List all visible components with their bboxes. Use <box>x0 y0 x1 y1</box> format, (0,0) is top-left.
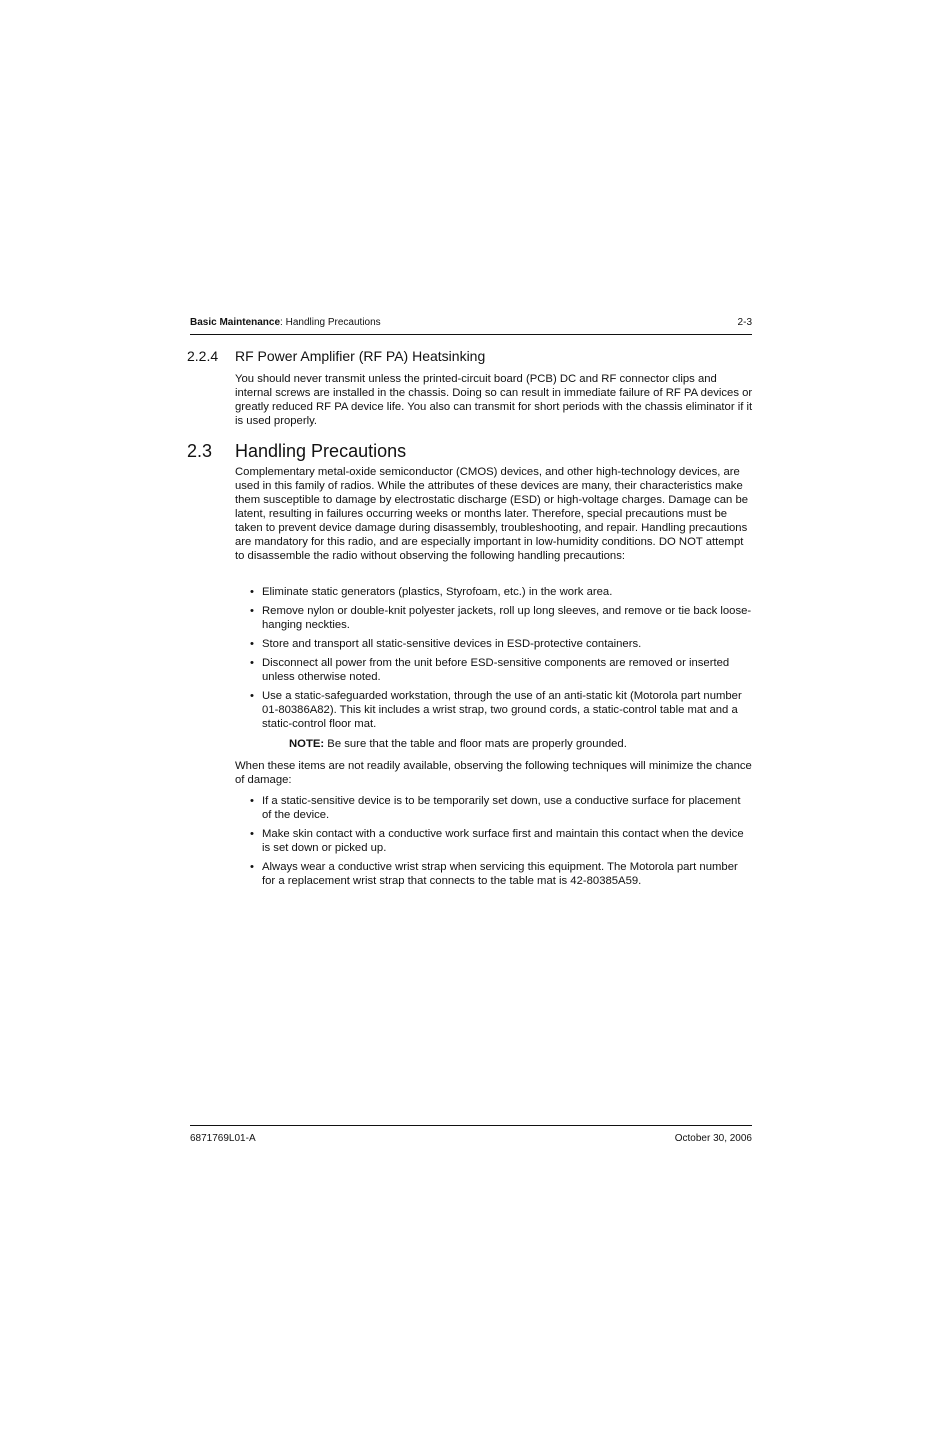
list-item-text: Always wear a conductive wrist strap when servicing this equipment. The Motorola part number for a replacement wrist strap that connects to the table mat is 42-80385A59. <box>262 861 738 887</box>
list-item <box>250 794 753 822</box>
techniques-list <box>250 794 753 893</box>
techniques-intro: When these items are not readily available, observing the following techniques will minimize the chance of damage: <box>235 760 752 786</box>
page-number: 2-3 <box>737 317 752 328</box>
section-224-heading <box>187 347 485 365</box>
list-item-text: Use a static-safeguarded workstation, through the use of an anti-static kit (Motorola part number 01-80386A82). This kit includes a wrist strap, two ground cords, a static-control table mat and a static-control floor mat. <box>262 690 742 730</box>
header-section: Basic Maintenance <box>190 317 281 328</box>
list-item <box>250 860 753 888</box>
list-item <box>250 585 753 599</box>
note-text: Be sure that the table and floor mats are properly grounded. <box>324 738 627 750</box>
header-rule <box>190 334 752 335</box>
list-item-text: Disconnect all power from the unit before ESD-sensitive components are removed or inserted unless otherwise noted. <box>262 657 730 683</box>
note <box>289 737 627 751</box>
section-23-heading <box>187 440 406 462</box>
header-breadcrumb <box>190 317 381 328</box>
section-23-title: Handling Precautions <box>235 441 407 461</box>
section-23-intro: Complementary metal-oxide semiconductor (CMOS) devices, and other high-technology devices, are used in this family of radios. While the attributes of these devices are many, their characteristics make them susceptible to damage by electrostatic discharge (ESD) or high-voltage charges. Damage can be latent, resulting in failures occurring weeks or months later. Therefore, special precautions must be taken to prevent device damage during disassembly, troubleshooting, and repair. Handling precautions are mandatory for this radio, and are especially important in low-humidity conditions. DO NOT attempt to disassemble the radio without observing the following handling precautions: <box>235 466 749 562</box>
list-item <box>250 827 753 855</box>
section-224-paragraph: You should never transmit unless the printed-circuit board (PCB) DC and RF connector clips and internal screws are installed in the chassis. Doing so can result in immediate failure of RF PA devices or greatly reduced RF PA device life. You also can transmit for short periods with the chassis eliminator if it is used properly. <box>235 373 753 427</box>
list-item-text: Store and transport all static-sensitive devices in ESD-protective containers. <box>262 638 642 650</box>
precautions-list <box>250 585 753 736</box>
list-item <box>250 604 753 632</box>
bullet-icon: • <box>250 605 254 617</box>
note-label: NOTE: <box>289 738 325 750</box>
list-item-text: Remove nylon or double-knit polyester jackets, roll up long sleeves, and remove or tie back loose-hanging neckties. <box>262 605 752 631</box>
header-topic: Handling Precautions <box>285 317 381 328</box>
running-header <box>190 317 752 329</box>
section-23-number: 2.3 <box>187 441 213 461</box>
bullet-icon: • <box>250 586 254 598</box>
header-separator: : <box>280 317 286 328</box>
list-item <box>250 689 753 731</box>
bullet-icon: • <box>250 828 254 840</box>
list-item-text: Eliminate static generators (plastics, Styrofoam, etc.) in the work area. <box>262 586 613 598</box>
section-224-title: RF Power Amplifier (RF PA) Heatsinking <box>235 348 486 364</box>
list-item-text: If a static-sensitive device is to be temporarily set down, use a conductive surface for placement of the device. <box>262 795 741 821</box>
bullet-icon: • <box>250 657 254 669</box>
footer-rule <box>190 1125 752 1126</box>
list-item <box>250 656 753 684</box>
list-item-text: Make skin contact with a conductive work surface first and maintain this contact when the device is set down or picked up. <box>262 828 744 854</box>
bullet-icon: • <box>250 795 254 807</box>
footer-date: October 30, 2006 <box>674 1133 752 1144</box>
bullet-icon: • <box>250 690 254 702</box>
bullet-icon: • <box>250 861 254 873</box>
bullet-icon: • <box>250 638 254 650</box>
list-item <box>250 637 753 651</box>
section-224-number: 2.2.4 <box>187 348 219 364</box>
footer-doc-number: 6871769L01-A <box>190 1133 256 1144</box>
